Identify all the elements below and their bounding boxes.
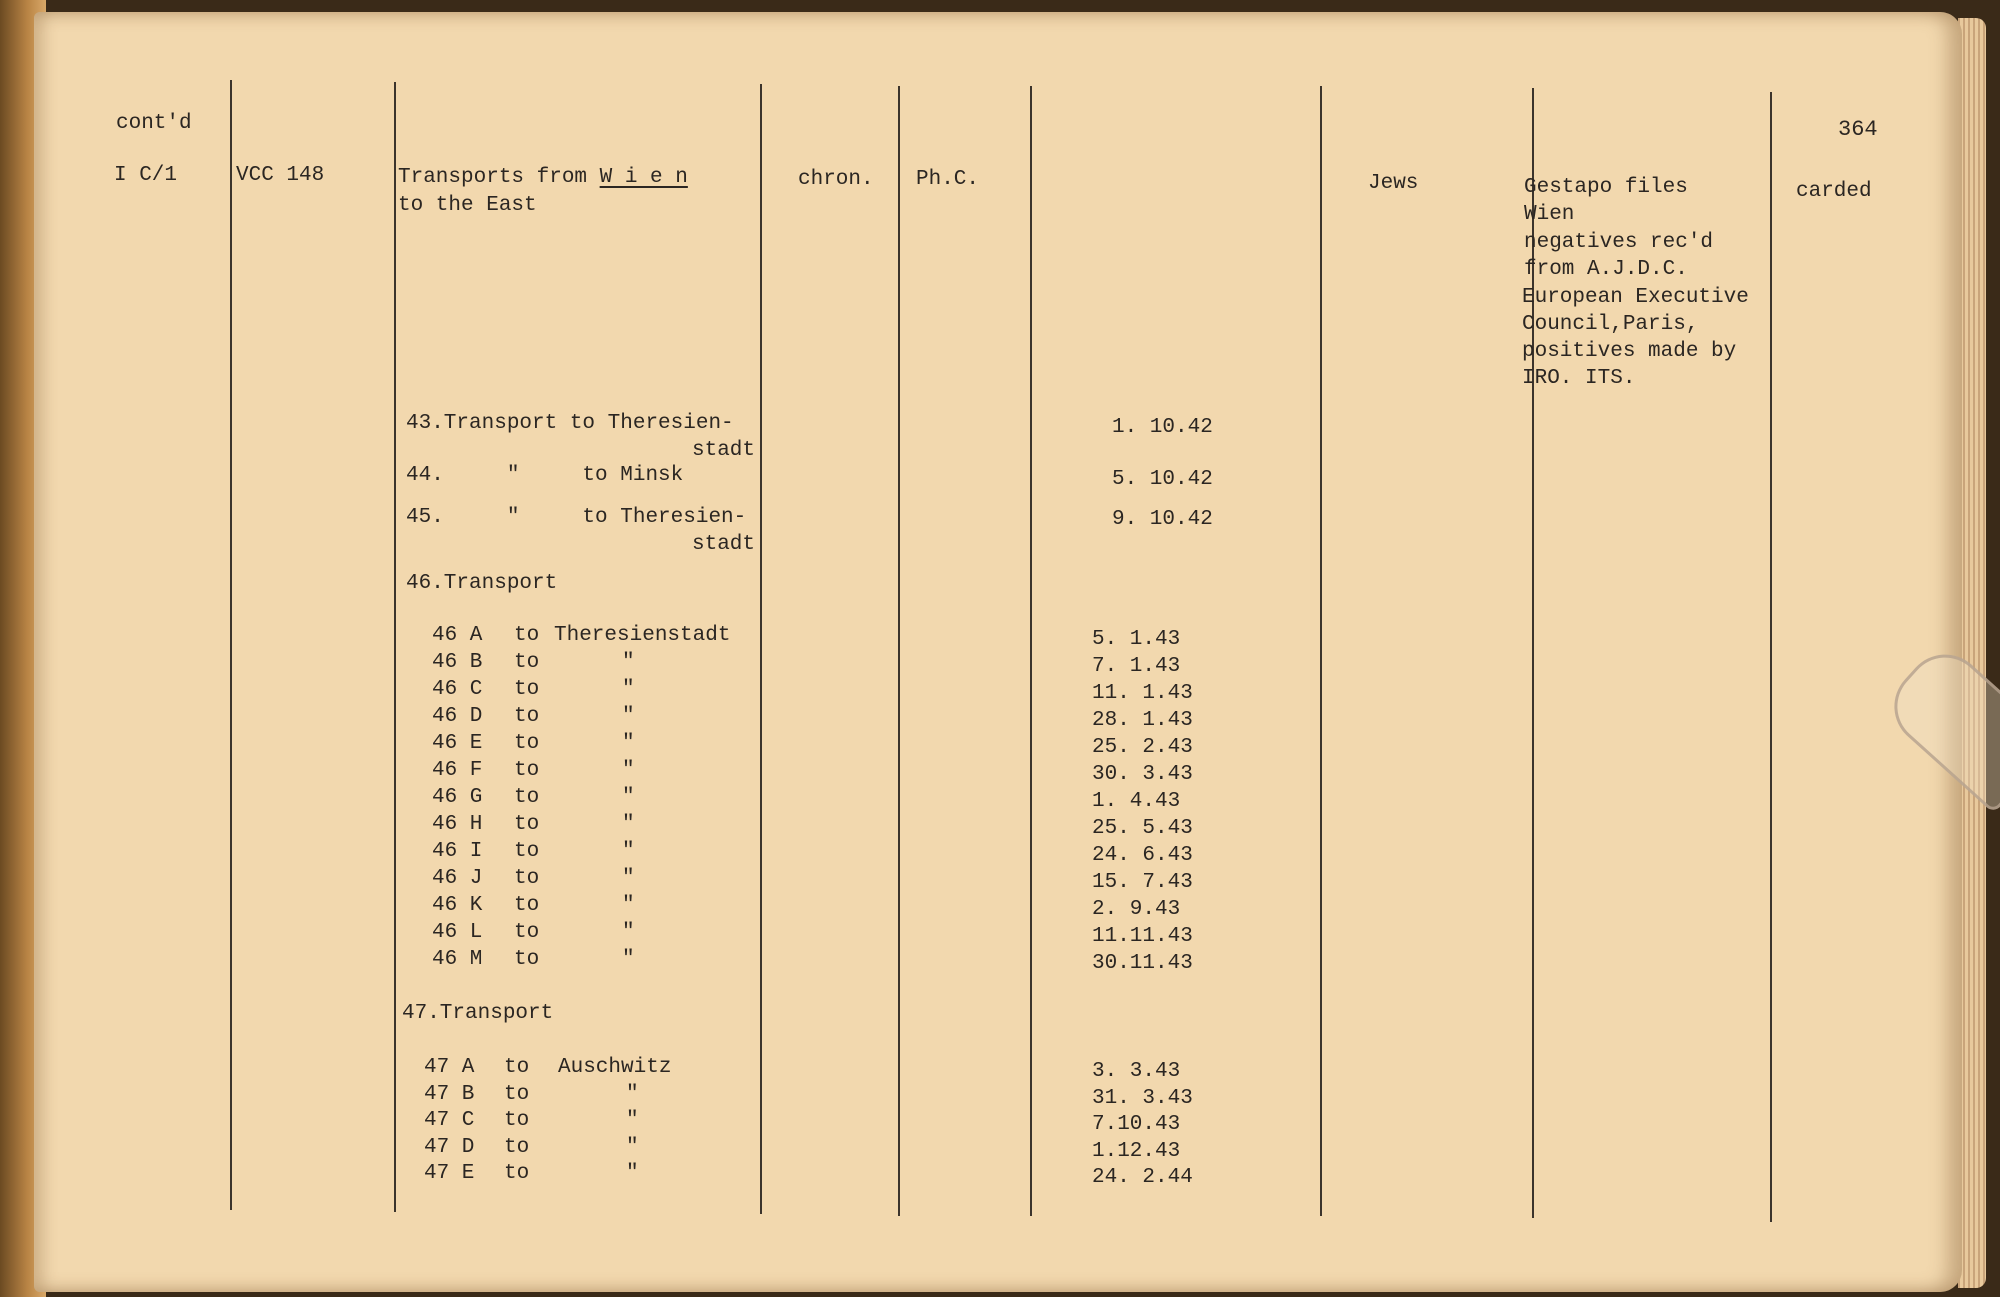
row-id: 46 B — [432, 651, 483, 674]
vcc-number: VCC 148 — [236, 164, 325, 187]
row-dest: " — [622, 705, 635, 728]
row-dest: Theresienstadt — [554, 624, 731, 647]
row-dest: " — [622, 921, 635, 944]
row-id: 46 J — [432, 867, 483, 890]
row-date: 1.12.43 — [1092, 1139, 1181, 1163]
row-dest: " — [622, 759, 635, 782]
record-title — [398, 164, 688, 191]
title-prefix: Transports from — [398, 166, 600, 189]
row-date: 15. 7.43 — [1092, 871, 1193, 894]
row-date: 7. 1.43 — [1092, 655, 1181, 678]
row-to: to — [514, 786, 540, 809]
row-to: to — [514, 948, 540, 971]
row-id: 46 M — [432, 948, 483, 971]
row-date: 24. 2.44 — [1092, 1166, 1193, 1189]
transport-47-heading: 47.Transport — [402, 1002, 554, 1025]
column-rule-1 — [230, 80, 232, 1210]
contd-label: cont'd — [116, 112, 192, 135]
source-line: positives made by — [1522, 340, 1737, 363]
transport-45-cont: stadt — [692, 533, 756, 556]
source-line: Council,Paris, — [1522, 313, 1699, 336]
phc-label: Ph.C. — [916, 168, 980, 191]
transport-43-cont: stadt — [692, 439, 756, 462]
row-dest: " — [622, 813, 635, 836]
row-id: 46 G — [432, 786, 483, 809]
column-rule-6 — [1320, 86, 1322, 1216]
source-line: IRO. ITS. — [1522, 367, 1636, 390]
row-dest: Auschwitz — [558, 1056, 672, 1079]
row-to: to — [514, 705, 540, 728]
row-date: 24. 6.43 — [1092, 844, 1193, 867]
row-dest: " — [622, 678, 635, 701]
row-to: to — [514, 921, 540, 944]
row-id: 47 D — [424, 1135, 475, 1159]
row-to: to — [514, 759, 540, 782]
row-id: 47 B — [424, 1082, 475, 1106]
row-to: to — [514, 624, 540, 647]
column-rule-4 — [898, 86, 900, 1216]
row-to: to — [514, 732, 540, 755]
row-dest: " — [622, 894, 635, 917]
row-id: 46 I — [432, 840, 483, 863]
column-rule-5 — [1030, 86, 1032, 1216]
row-date: 31. 3.43 — [1092, 1086, 1193, 1110]
page-number: 364 — [1838, 117, 1878, 142]
row-to: to — [504, 1109, 530, 1132]
row-date: 28. 1.43 — [1092, 709, 1193, 732]
chron-label: chron. — [798, 168, 874, 191]
source-line: Wien — [1524, 203, 1575, 226]
row-to: to — [504, 1082, 530, 1106]
transport-43: 43.Transport to Theresien- — [406, 412, 734, 435]
row-to: to — [514, 867, 540, 890]
title-city: W i e n — [599, 166, 688, 189]
row-dest: " — [622, 786, 635, 809]
row-id: 47 A — [424, 1056, 475, 1079]
row-date: 2. 9.43 — [1092, 898, 1181, 921]
ledger-page — [34, 12, 1962, 1292]
row-id: 47 E — [424, 1162, 475, 1185]
jews-label: Jews — [1368, 172, 1419, 195]
transport-45-date: 9. 10.42 — [1112, 508, 1213, 531]
row-date: 11. 1.43 — [1092, 682, 1193, 705]
row-date: 1. 4.43 — [1092, 790, 1181, 813]
transport-46-heading: 46.Transport — [406, 572, 558, 595]
column-rule-8 — [1770, 92, 1772, 1222]
carded-label: carded — [1796, 180, 1872, 203]
row-id: 46 L — [432, 921, 483, 944]
row-dest: " — [622, 867, 635, 890]
row-id: 46 C — [432, 678, 483, 701]
row-date: 25. 2.43 — [1092, 736, 1193, 759]
transport-45: 45. " to Theresien- — [406, 506, 747, 529]
row-id: 46 K — [432, 894, 483, 917]
row-date: 5. 1.43 — [1092, 628, 1181, 651]
source-line: negatives rec'd — [1524, 231, 1714, 254]
row-to: to — [514, 813, 540, 836]
row-dest: " — [626, 1162, 639, 1185]
row-to: to — [504, 1162, 530, 1185]
row-dest: " — [626, 1082, 639, 1106]
column-rule-3 — [760, 84, 762, 1214]
row-id: 46 F — [432, 759, 483, 782]
source-line: from A.J.D.C. — [1524, 258, 1688, 281]
row-dest: " — [622, 651, 635, 674]
record-code: I C/1 — [114, 164, 178, 187]
row-id: 46 D — [432, 705, 483, 728]
row-to: to — [514, 651, 540, 674]
row-id: 46 H — [432, 813, 483, 836]
row-date: 7.10.43 — [1092, 1113, 1181, 1136]
row-dest: " — [622, 732, 635, 755]
row-dest: " — [622, 840, 635, 863]
page-edges — [1958, 18, 1986, 1288]
row-date: 11.11.43 — [1092, 925, 1193, 948]
row-date: 30.11.43 — [1092, 952, 1193, 975]
row-to: to — [514, 840, 540, 863]
row-date: 3. 3.43 — [1092, 1060, 1181, 1083]
row-to: to — [504, 1056, 530, 1079]
record-title-line2: to the East — [398, 194, 537, 217]
row-to: to — [514, 894, 540, 917]
transport-43-date: 1. 10.42 — [1112, 416, 1213, 439]
row-date: 25. 5.43 — [1092, 817, 1193, 840]
row-date: 30. 3.43 — [1092, 763, 1193, 786]
column-rule-2 — [394, 82, 396, 1212]
row-to: to — [514, 678, 540, 701]
row-id: 46 A — [432, 624, 483, 647]
source-line: Gestapo files — [1524, 176, 1688, 199]
source-line: European Executive — [1522, 286, 1749, 309]
row-dest: " — [626, 1135, 639, 1159]
row-id: 46 E — [432, 732, 483, 755]
row-dest: " — [622, 948, 635, 971]
transport-44: 44. " to Minsk — [406, 464, 684, 487]
row-dest: " — [626, 1109, 639, 1132]
transport-44-date: 5. 10.42 — [1112, 468, 1213, 491]
row-to: to — [504, 1135, 530, 1159]
row-id: 47 C — [424, 1109, 475, 1132]
